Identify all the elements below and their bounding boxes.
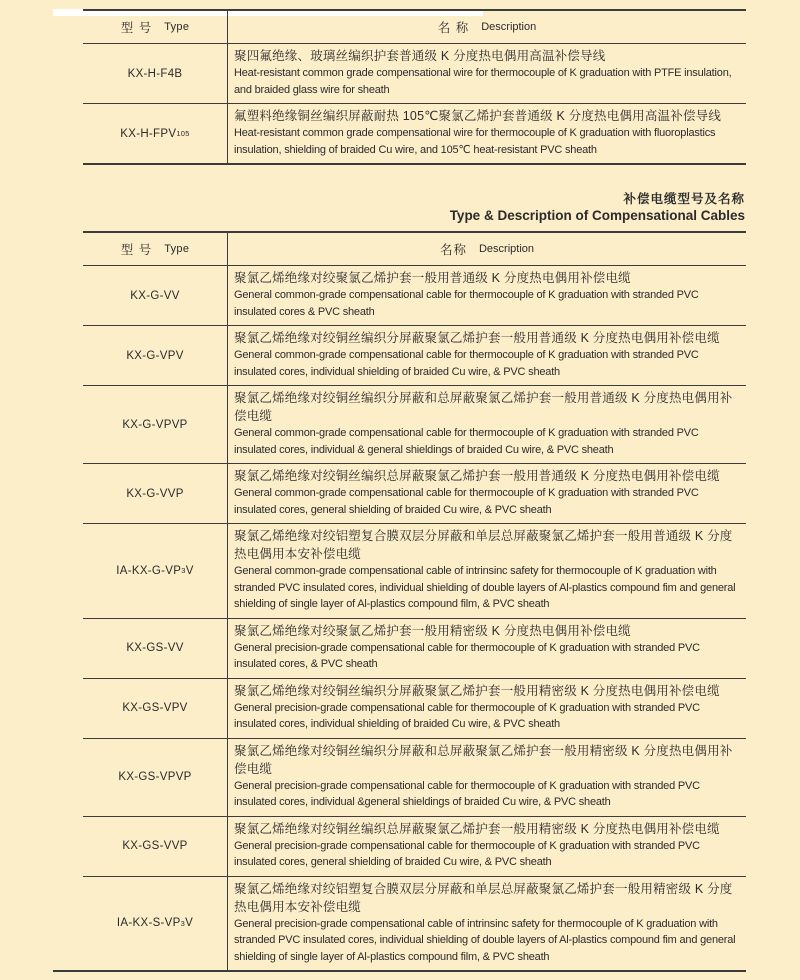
type-code-cell — [83, 817, 228, 876]
type-code: KX-H-FPV — [120, 127, 177, 140]
description-cell — [228, 464, 746, 523]
description-english: General common-grade compensational cable for thermocouple of K graduation with stranded PVC insulated cores, individual shielding of braided Cu wire, & PVC sheath — [234, 349, 699, 378]
table-body — [83, 44, 746, 163]
description-english: General precision-grade compensational cable of intrinsinc safety for thermocouple of K graduation with stranded PVC insulated cores, individual shielding of double layers of Al-plastics compound fim and general shielding of single layer of Al-plastics compound film, & PVC sheath — [234, 917, 736, 963]
description-english: Heat-resistant common grade compensational wire for thermocouple of K graduation with PTFE insulation, and braided glass wire for sheath — [234, 67, 732, 96]
description-cell — [228, 386, 746, 463]
type-header-english: Type — [164, 21, 190, 33]
description-header-english: Description — [481, 21, 537, 33]
type-code: KX-G-VV — [130, 289, 180, 302]
type-code: KX-GS-VPV — [122, 702, 188, 714]
type-code: KX-H-F4B — [127, 67, 183, 80]
type-header-chinese: 型 号 — [120, 243, 153, 257]
description-chinese: 聚氯乙烯绝缘对绞铜丝编织分屏蔽和总屏蔽聚氯乙烯护套一般用普通级 K 分度热电偶用补偿电缆 — [234, 391, 733, 423]
table-body — [83, 266, 746, 970]
table-row — [83, 679, 746, 739]
description-cell — [228, 266, 746, 325]
type-code: KX-GS-VV — [126, 642, 184, 654]
type-code: KX-G-VPVP — [122, 418, 188, 431]
type-code-cell — [83, 464, 228, 523]
description-english: Heat-resistant common grade compensational wire for thermocouple of K graduation with fluoroplastics insulation, shielding of braided Cu wire, and 105℃ heat-resistant PVC sheath — [234, 127, 716, 156]
table-row — [83, 877, 746, 971]
table-row — [83, 326, 746, 386]
type-code-cell — [83, 326, 228, 385]
compensational-cable-table — [83, 231, 746, 972]
description-english: General common-grade compensational cable for thermocouple of K graduation with stranded PVC insulated cores, general shielding of braided Cu wire, & PVC sheath — [234, 487, 699, 516]
description-chinese: 聚氯乙烯绝缘对绞铜丝编织总屏蔽聚氯乙烯护套一般用普通级 K 分度热电偶用补偿电缆 — [234, 469, 720, 483]
type-code-cell — [83, 679, 228, 738]
description-english: General precision-grade compensational cable for thermocouple of K graduation with stranded PVC insulated cores, & PVC sheath — [234, 641, 700, 670]
description-cell — [228, 524, 746, 618]
table-row — [83, 524, 746, 619]
description-chinese: 聚氯乙烯绝缘对绞铜丝编织分屏蔽聚氯乙烯护套一般用精密级 K 分度热电偶用补偿电缆 — [234, 683, 720, 698]
type-code-cell — [83, 386, 228, 463]
description-cell — [228, 817, 746, 876]
table-row — [83, 817, 746, 877]
type-code: KX-G-VVP — [126, 487, 184, 500]
type-code: IA-KX-G-VP — [116, 564, 182, 577]
type-code-subscript: 3 — [181, 566, 186, 576]
type-code-subscript: 105 — [176, 129, 190, 138]
table-row — [83, 44, 746, 104]
description-english: General precision-grade compensational cable for thermocouple of K graduation with stranded PVC insulated cores, individual shielding of braided Cu wire, & PVC sheath — [234, 701, 700, 730]
table-row — [83, 104, 746, 163]
description-chinese: 聚氯乙烯绝缘对绞铜丝编织总屏蔽聚氯乙烯护套一般用精密级 K 分度热电偶用补偿电缆 — [234, 821, 720, 836]
table-row — [83, 739, 746, 817]
type-code: IA-KX-S-VP — [116, 917, 181, 930]
compensational-wire-table — [83, 9, 746, 165]
type-code: KX-GS-VPVP — [118, 771, 192, 783]
description-english: General common-grade compensational cable of intrinsinc safety for thermocouple of K graduation with stranded PVC insulated cores, individual shielding of double layers of Al-plastics compound fim and general shielding of single layer of Al-plastics compound film, & PVC sheath — [234, 565, 736, 610]
type-header-english: Type — [164, 243, 190, 255]
description-chinese: 聚氯乙烯绝缘对绞铜丝编织分屏蔽聚氯乙烯护套一般用普通级 K 分度热电偶用补偿电缆 — [234, 331, 720, 345]
description-chinese: 聚四氟绝缘、玻璃丝编织护套普通级 K 分度热电偶用高温补偿导线 — [234, 49, 606, 63]
table-header-row — [83, 233, 746, 266]
description-cell — [228, 44, 746, 103]
description-column-header — [228, 11, 746, 43]
description-chinese: 聚氯乙烯绝缘对绞聚氯乙烯护套一般用精密级 K 分度热电偶用补偿电缆 — [234, 623, 631, 638]
table-row — [83, 464, 746, 524]
description-english: General common-grade compensational cable for thermocouple of K graduation with stranded PVC insulated cores, individual & general shieldings of braided Cu wire, & PVC sheath — [234, 427, 699, 456]
description-cell — [228, 619, 746, 678]
type-code-cell — [83, 266, 228, 325]
type-code-cell — [83, 739, 228, 816]
description-chinese: 聚氯乙烯绝缘对绞铝塑复合膜双层分屏蔽和单层总屏蔽聚氯乙烯护套一般用普通级 K 分度热电偶用本安补偿电缆 — [234, 529, 733, 561]
section-heading-english: Type & Description of Compensational Cables — [449, 208, 745, 223]
type-code-cell — [83, 104, 228, 163]
description-english: General precision-grade compensational cable for thermocouple of K graduation with stranded PVC insulated cores, individual &general shieldings of braided Cu wire, & PVC sheath — [234, 779, 700, 808]
table-header-row — [83, 11, 746, 44]
catalog-page — [0, 9, 800, 980]
section-heading — [83, 192, 745, 225]
type-code-suffix: V — [185, 917, 194, 930]
description-cell — [228, 104, 746, 163]
type-code-suffix: V — [185, 564, 194, 577]
type-code-cell — [83, 524, 228, 618]
description-chinese: 聚氯乙烯绝缘对绞聚氯乙烯护套一般用普通级 K 分度热电偶用补偿电缆 — [234, 271, 631, 285]
description-header-english: Description — [478, 243, 535, 255]
description-english: General common-grade compensational cable for thermocouple of K graduation with stranded PVC insulated cores & PVC sheath — [234, 289, 699, 318]
type-code-cell — [83, 619, 228, 678]
table-row — [83, 619, 746, 679]
description-header-chinese: 名称 — [439, 243, 467, 257]
description-cell — [228, 679, 746, 738]
type-code: KX-GS-VVP — [122, 840, 188, 852]
description-english: General precision-grade compensational cable for thermocouple of K graduation with stranded PVC insulated cores, general shielding of braided Cu wire, & PVC sheath — [234, 839, 700, 868]
type-code-cell — [83, 877, 228, 971]
type-column-header — [83, 11, 228, 43]
type-column-header — [83, 233, 228, 265]
description-cell — [228, 739, 746, 816]
description-chinese: 氟塑料绝缘铜丝编织屏蔽耐热 105℃聚氯乙烯护套普通级 K 分度热电偶用高温补偿导线 — [234, 109, 722, 123]
type-header-chinese: 型 号 — [120, 21, 153, 35]
type-code: KX-G-VPV — [126, 349, 184, 362]
table-row — [83, 386, 746, 464]
description-column-header — [228, 233, 746, 265]
table-row — [83, 266, 746, 326]
description-cell — [228, 877, 746, 971]
type-code-subscript: 3 — [180, 918, 186, 928]
description-chinese: 聚氯乙烯绝缘对绞铝塑复合膜双层分屏蔽和单层总屏蔽聚氯乙烯护套一般用精密级 K 分度热电偶用本安补偿电缆 — [234, 881, 733, 914]
type-code-cell — [83, 44, 228, 103]
description-chinese: 聚氯乙烯绝缘对绞铜丝编织分屏蔽和总屏蔽聚氯乙烯护套一般用精密级 K 分度热电偶用补偿电缆 — [234, 743, 733, 776]
description-header-chinese: 名 称 — [437, 21, 470, 35]
section-heading-chinese: 补偿电缆型号及名称 — [623, 192, 745, 206]
description-cell — [228, 326, 746, 385]
